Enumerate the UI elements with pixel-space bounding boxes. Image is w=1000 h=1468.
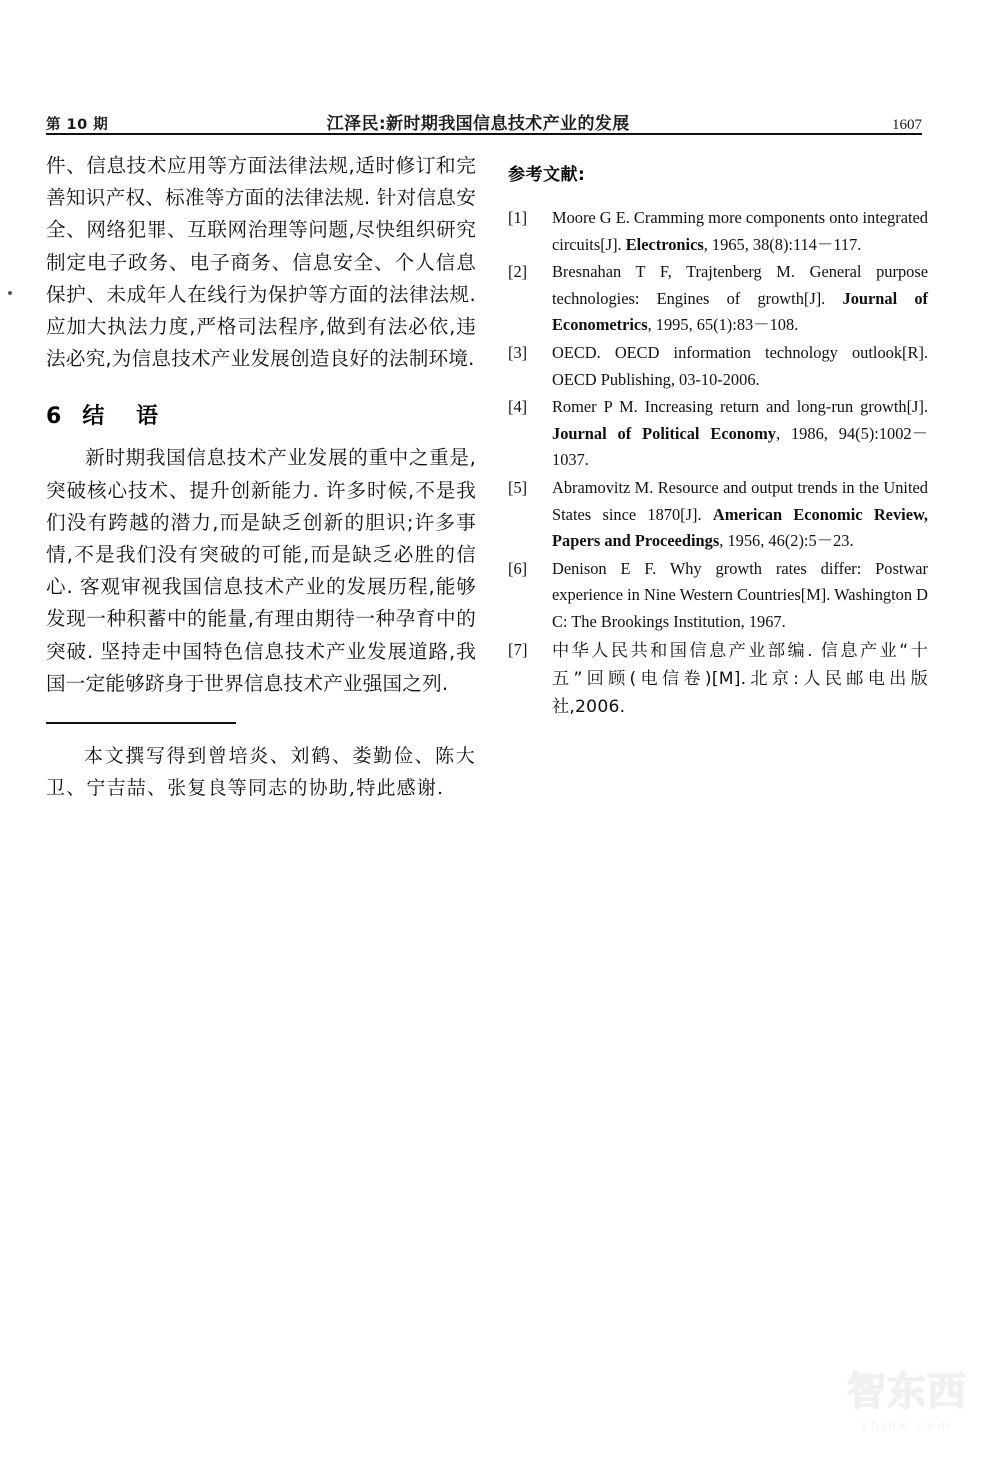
reference-item bbox=[508, 259, 928, 339]
reference-text: Abramovitz M. Resource and output trends in the United States since 1870[J]. bbox=[552, 477, 928, 524]
reference-text: OECD. OECD information technology outlook[R]. OECD Publishing, 03-10-2006. bbox=[552, 342, 928, 389]
reference-source-title: Journal of Econometrics bbox=[552, 288, 929, 335]
reference-text: 中华人民共和国信息产业部编. 信息产业“十五”回顾(电信卷)[M].北京:人民邮电出版社,2006. bbox=[552, 640, 928, 717]
reference-citation-detail: , 1965, 38(8):114－117. bbox=[703, 234, 862, 254]
section-heading bbox=[46, 399, 476, 430]
footnote-divider bbox=[46, 722, 236, 724]
reference-number: [7] bbox=[508, 639, 528, 659]
reference-number: [6] bbox=[508, 558, 528, 578]
watermark-logo-text: 智东西 bbox=[846, 1370, 967, 1415]
reference-item bbox=[508, 394, 928, 474]
reference-item bbox=[508, 340, 928, 393]
acknowledgement-note: 本文撰写得到曾培炎、刘鹤、娄勤俭、陈大卫、宁吉喆、张复良等同志的协助,特此感谢. bbox=[46, 745, 476, 800]
right-column bbox=[508, 160, 928, 722]
reference-number: [4] bbox=[508, 397, 528, 417]
section-number: 6 bbox=[46, 404, 63, 430]
watermark bbox=[832, 1360, 982, 1446]
reference-source-title: Journal of Political Economy bbox=[552, 423, 776, 443]
reference-source-title: Electronics bbox=[625, 234, 704, 254]
reference-citation-detail: , 1956, 46(2):5－23. bbox=[719, 531, 854, 551]
continued-paragraph: 件、信息技术应用等方面法律法规,适时修订和完善知识产权、标准等方面的法律法规. 针对信息安全、网络犯罪、互联网治理等问题,尽快组织研究制定电子政务、电子商务、信息安全、个人信息保护、未成年人在线行为保护等方面的法律法规. 应加大执法力度,严格司法程序,做到有法必依,违法必究,为信息技术产业发展创造良好的法制环境. bbox=[46, 154, 476, 371]
reference-citation-detail: , 1986, 94(5):1002－1037. bbox=[552, 423, 928, 470]
reference-text: Denison E F. Why growth rates differ: Postwar experience in Nine Western Countries[M]. Washington D C: The Brookings Institution, 1967. bbox=[552, 558, 928, 631]
reference-text: Bresnahan T F, Trajtenberg M. General purpose technologies: Engines of growth[J]. bbox=[552, 262, 928, 308]
watermark-domain-text: zhidx.com bbox=[860, 1419, 953, 1433]
scan-artifact-speck bbox=[8, 291, 12, 295]
running-title: 江泽民:新时期我国信息技术产业的发展 bbox=[326, 114, 630, 134]
header-divider bbox=[46, 133, 922, 135]
conclusion-paragraph: 新时期我国信息技术产业发展的重中之重是,突破核心技术、提升创新能力. 许多时候,不是我们没有跨越的潜力,而是缺乏创新的胆识;许多事情,不是我们没有突破的可能,而是缺乏必胜的信心. 客观审视我国信息技术产业的发展历程,能够发现一种积蓄中的能量,有理由期待一种孕育中的突破. 坚持走中国特色信息技术产业发展道路,我国一定能够跻身于世界信息技术产业强国之列. bbox=[46, 446, 476, 695]
reference-text: Romer P M. Increasing return and long-run growth[J]. bbox=[552, 397, 928, 417]
reference-text: Moore G E. Cramming more components onto integrated circuits[J]. bbox=[552, 208, 928, 254]
reference-citation-detail: , 1995, 65(1):83－108. bbox=[647, 315, 799, 335]
references-list bbox=[508, 205, 928, 721]
issue-label: 第 10 期 bbox=[46, 117, 109, 133]
reference-number: [5] bbox=[508, 477, 528, 497]
reference-item bbox=[508, 475, 928, 555]
section-title: 结 语 bbox=[82, 404, 170, 430]
reference-number: [3] bbox=[508, 342, 528, 362]
reference-number: [2] bbox=[508, 262, 528, 282]
left-column bbox=[46, 150, 476, 804]
reference-item bbox=[508, 556, 928, 636]
reference-item bbox=[508, 637, 928, 721]
references-heading: 参考文献: bbox=[508, 165, 586, 185]
running-head bbox=[46, 104, 922, 134]
reference-number: [1] bbox=[508, 208, 528, 227]
page-number: 1607 bbox=[892, 117, 922, 133]
reference-item bbox=[508, 205, 928, 258]
reference-source-title: American Economic Review, Papers and Proceedings bbox=[552, 504, 928, 551]
